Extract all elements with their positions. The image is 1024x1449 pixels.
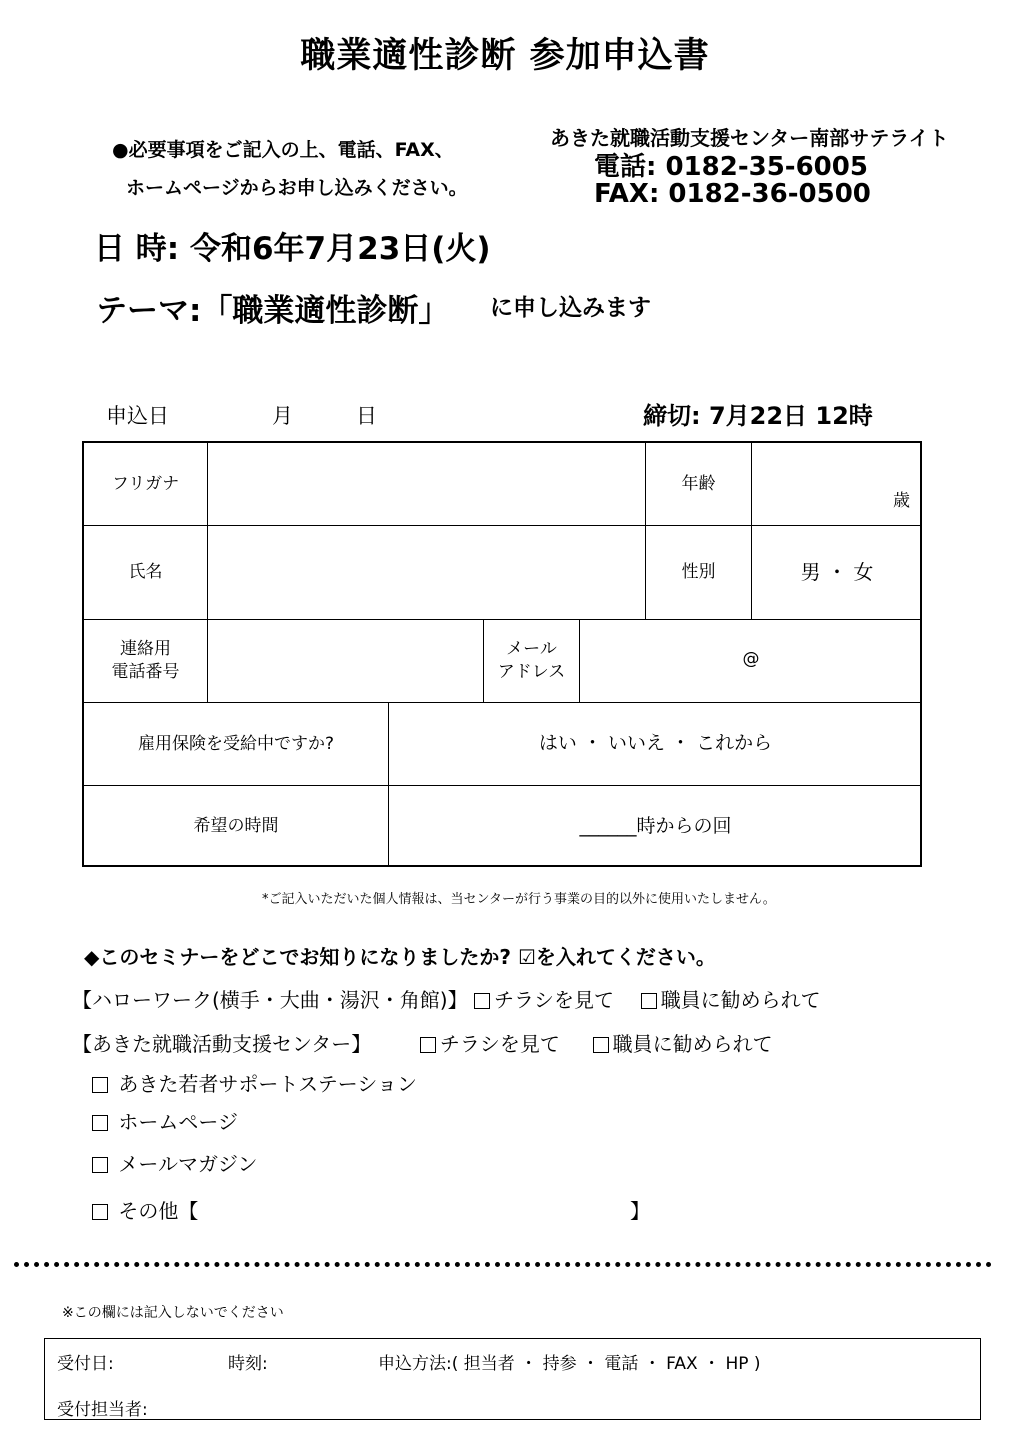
akita-option-staff: 職員に勧められて — [612, 1032, 773, 1056]
hellowork-option-staff: 職員に勧められて — [660, 988, 821, 1012]
gender-options[interactable]: 男 ・ 女 — [752, 526, 922, 620]
hellowork-line — [72, 984, 821, 1013]
email-at-sign: @ — [742, 649, 760, 669]
insurance-label: 雇用保険を受給中ですか? — [84, 703, 389, 786]
organization-name: あきた就職活動支援センター南部サテライト — [550, 126, 949, 150]
option-mail-magazine-label: メールマガジン — [118, 1152, 258, 1176]
option-youth-support — [92, 1068, 417, 1097]
checkbox-mail-magazine[interactable] — [92, 1157, 108, 1173]
checkbox-akita-flyer[interactable] — [420, 1037, 436, 1053]
option-other-label: その他【 — [118, 1199, 199, 1223]
option-other — [92, 1195, 198, 1224]
survey-question: ◆このセミナーをどこでお知りになりましたか? ☑を入れてください。 — [84, 945, 716, 969]
page-title: 職業適性診断 参加申込書 — [300, 36, 710, 76]
checkbox-hellowork-flyer[interactable] — [474, 993, 490, 1009]
phone-label — [84, 620, 208, 703]
preferred-time-field[interactable] — [389, 786, 922, 867]
staff-use-box — [44, 1338, 981, 1420]
event-theme-suffix: に申し込みます — [490, 295, 651, 321]
preferred-time-blank[interactable]: ______ — [579, 814, 637, 837]
checkbox-other[interactable] — [92, 1204, 108, 1220]
option-homepage-label: ホームページ — [118, 1110, 238, 1134]
phone-label-line-2: 電話番号 — [111, 662, 180, 682]
staff-only-note: ※この欄には記入しないでください — [62, 1305, 284, 1321]
akita-option-flyer: チラシを見て — [439, 1032, 560, 1056]
option-mail-magazine — [92, 1148, 257, 1177]
event-theme: テーマ:「職業適性診断」 — [96, 293, 450, 329]
reception-time-label: 時刻: — [228, 1354, 268, 1374]
age-field[interactable] — [752, 443, 922, 526]
furigana-label: フリガナ — [84, 443, 208, 526]
instruction-line-1: ●必要事項をご記入の上、電話、FAX、 — [112, 139, 454, 161]
akita-center-line — [72, 1028, 773, 1057]
preferred-time-label: 希望の時間 — [84, 786, 389, 867]
contact-phone: 電話: 0182-35-6005 — [594, 152, 868, 182]
option-youth-support-label: あきた若者サポートステーション — [118, 1072, 417, 1096]
phone-label-line-1: 連絡用 — [120, 639, 171, 660]
preferred-time-suffix: 時からの回 — [636, 814, 732, 837]
application-date-label: 申込日 — [106, 404, 169, 428]
email-field[interactable] — [580, 620, 922, 703]
furigana-field[interactable] — [208, 443, 646, 526]
checkbox-homepage[interactable] — [92, 1115, 108, 1131]
hellowork-option-flyer: チラシを見て — [493, 988, 614, 1012]
akita-center-label: 【あきた就職活動支援センター】 — [72, 1032, 372, 1056]
contact-fax: FAX: 0182-36-0500 — [594, 179, 871, 209]
cut-line-divider — [14, 1262, 992, 1267]
age-label: 年齢 — [646, 443, 752, 526]
email-label — [484, 620, 580, 703]
reception-date-label: 受付日: — [57, 1354, 114, 1374]
application-form-table — [82, 441, 922, 867]
instruction-line-2: ホームページからお申し込みください。 — [126, 177, 468, 199]
option-other-close-bracket: 】 — [630, 1199, 650, 1223]
event-datetime: 日 時: 令和6年7月23日(火) — [94, 231, 491, 267]
email-label-line-1: メール — [506, 639, 557, 660]
application-method-label: 申込方法:( 担当者 ・ 持参 ・ 電話 ・ FAX ・ HP ) — [378, 1354, 761, 1374]
checkbox-hellowork-staff[interactable] — [641, 993, 657, 1009]
insurance-options[interactable]: はい ・ いいえ ・ これから — [389, 703, 922, 786]
email-label-line-2: アドレス — [497, 662, 566, 682]
hellowork-label: 【ハローワーク(横手・大曲・湯沢・角館)】 — [72, 988, 468, 1012]
application-day-label[interactable]: 日 — [356, 404, 377, 428]
name-label: 氏名 — [84, 526, 208, 620]
age-unit: 歳 — [893, 491, 910, 512]
checkbox-akita-staff[interactable] — [593, 1037, 609, 1053]
checkbox-youth-support[interactable] — [92, 1077, 108, 1093]
phone-field[interactable] — [208, 620, 484, 703]
reception-staff-label: 受付担当者: — [57, 1400, 148, 1420]
deadline: 締切: 7月22日 12時 — [643, 402, 873, 430]
name-field[interactable] — [208, 526, 646, 620]
privacy-note: *ご記入いただいた個人情報は、当センターが行う事業の目的以外に使用いたしません。 — [262, 892, 776, 907]
application-month-label[interactable]: 月 — [272, 404, 293, 428]
option-homepage — [92, 1106, 238, 1135]
gender-label: 性別 — [646, 526, 752, 620]
